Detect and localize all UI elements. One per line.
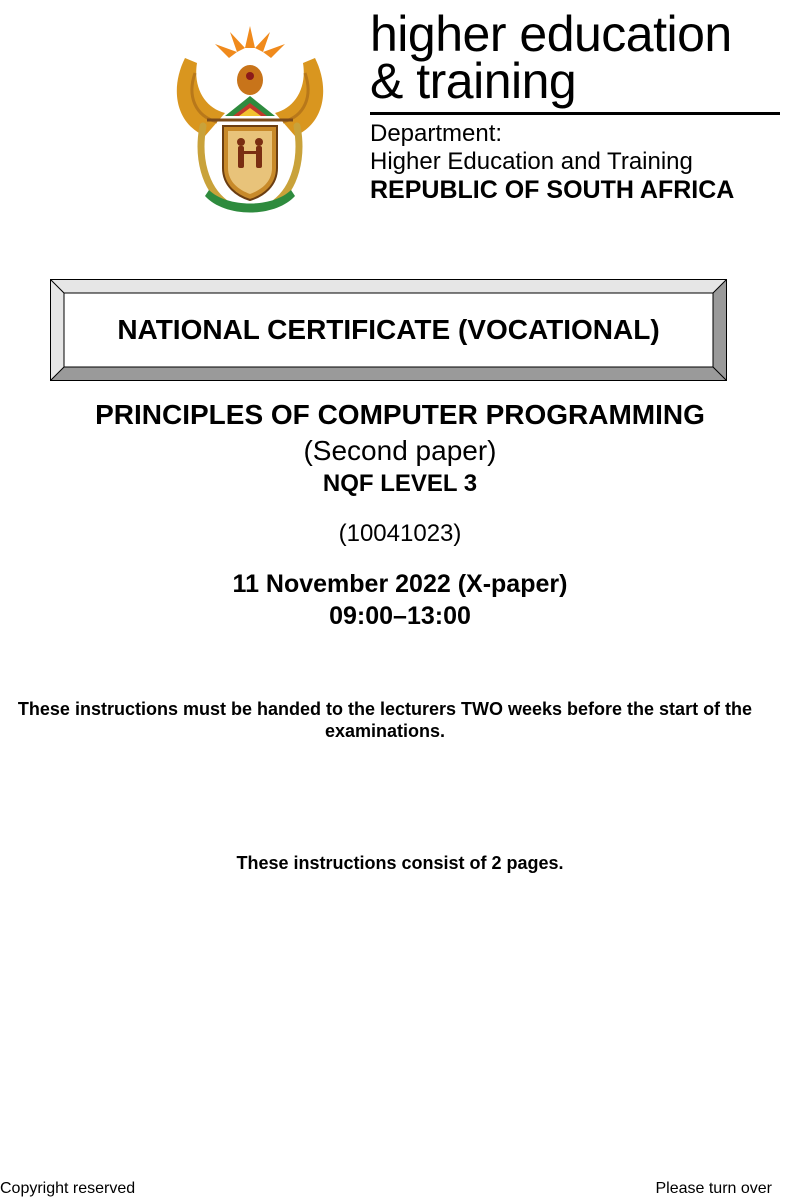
paper-label: (Second paper) bbox=[303, 435, 497, 466]
department-label: Department: bbox=[370, 120, 503, 147]
coat-of-arms-icon bbox=[165, 18, 335, 223]
turn-over-footer: Please turn over bbox=[655, 1180, 772, 1197]
exam-date: 11 November 2022 (X-paper) bbox=[232, 570, 568, 598]
page-count-note: These instructions consist of 2 pages. bbox=[236, 853, 564, 873]
exam-time: 09:00–13:00 bbox=[329, 602, 471, 630]
certificate-title: NATIONAL CERTIFICATE (VOCATIONAL) bbox=[117, 314, 660, 345]
copyright-footer: Copyright reserved bbox=[0, 1180, 136, 1197]
header-divider bbox=[370, 112, 780, 115]
department-name: Higher Education and Training bbox=[370, 148, 693, 175]
subject-code: (10041023) bbox=[338, 520, 462, 547]
country-name: REPUBLIC OF SOUTH AFRICA bbox=[370, 176, 735, 204]
brand-title-line2: & training bbox=[370, 53, 577, 109]
brand-title-line1: higher education bbox=[370, 6, 732, 62]
nqf-level: NQF LEVEL 3 bbox=[322, 470, 478, 497]
instructions-notice: These instructions must be handed to the lecturers TWO weeks before the start of the examinations. bbox=[17, 699, 753, 741]
subject-title: PRINCIPLES OF COMPUTER PROGRAMMING bbox=[95, 399, 705, 430]
